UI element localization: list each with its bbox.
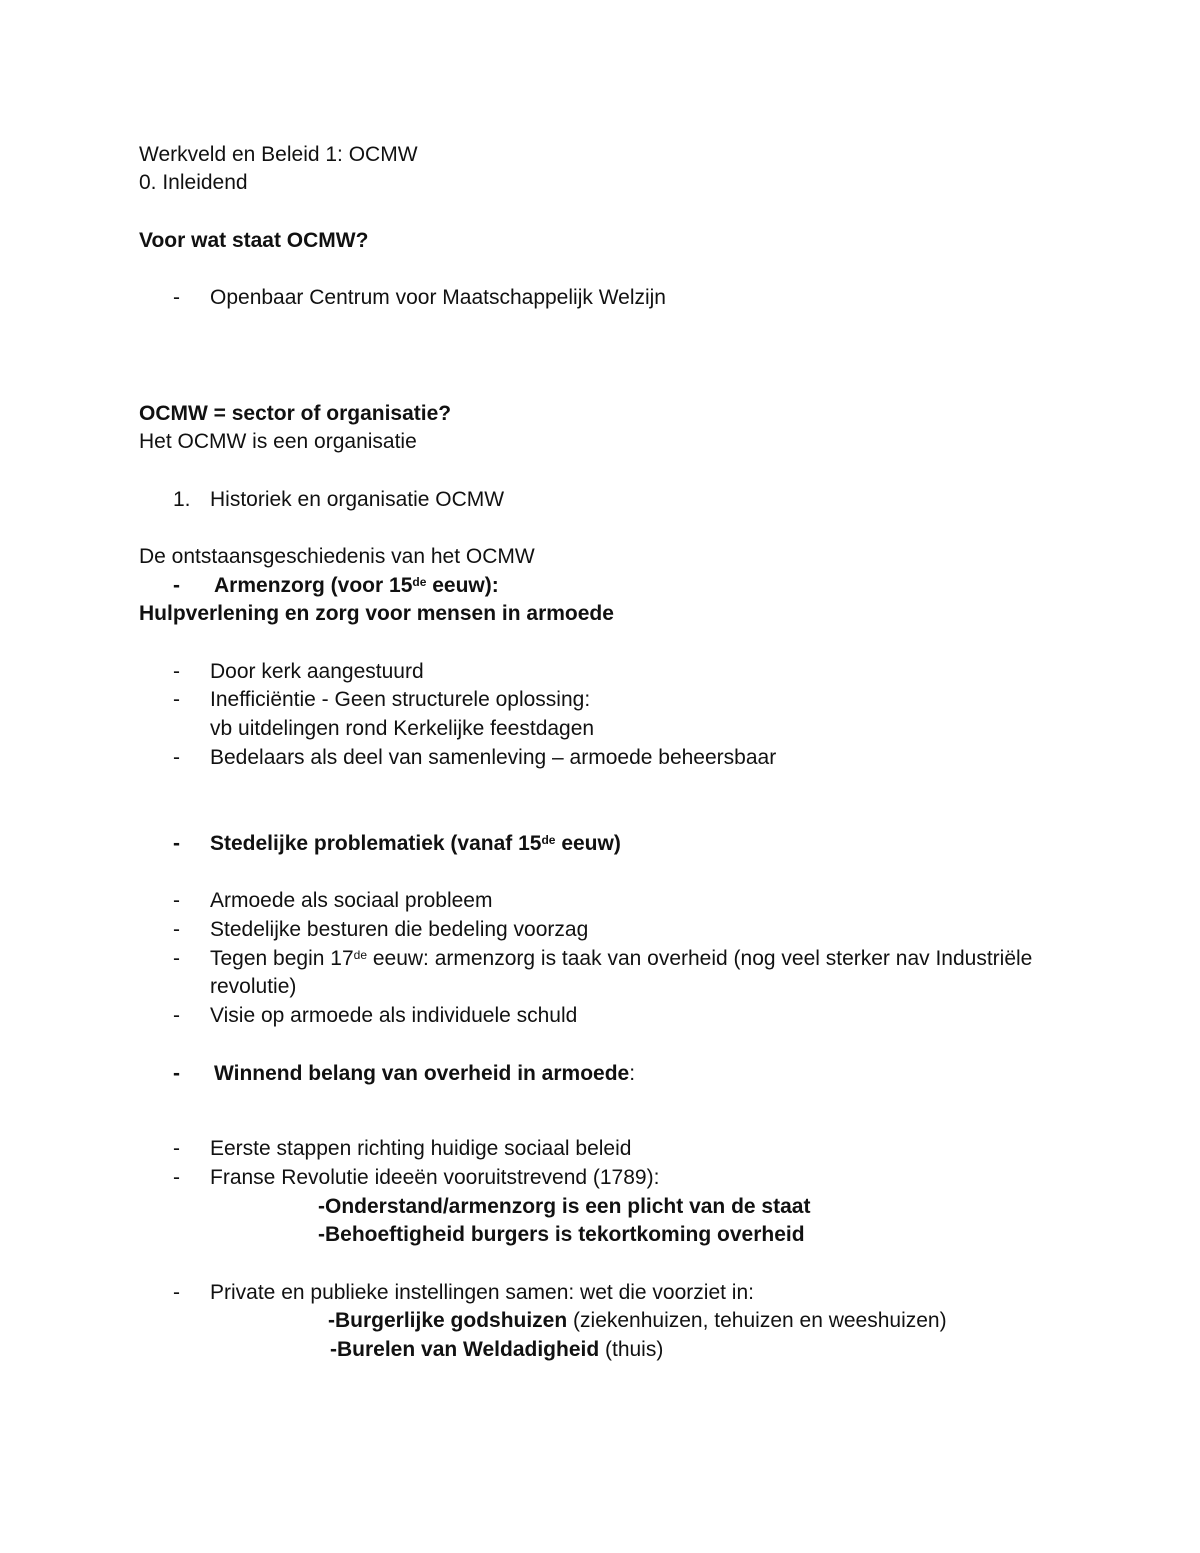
sub-item: -Onderstand/armenzorg is een plicht van de staat [318,1195,811,1218]
bullet-marker: - [173,947,180,970]
bullet-marker: - [173,660,180,683]
bullet-marker: - [173,746,180,769]
bullet-marker: - [173,1281,180,1304]
bullet-marker: - [173,1166,180,1189]
heading-number: 1. [173,488,191,511]
sub-item-bold: -Burgerlijke godshuizen [328,1309,568,1332]
heading-text-part: Stedelijke problematiek (vanaf 15 [210,832,542,855]
question-heading-2: OCMW = sector of organisatie? [139,402,452,425]
heading-text-part: eeuw): [426,574,499,597]
bullet-marker: - [173,1137,180,1160]
sub-item [328,1307,947,1335]
heading-text-part: Armenzorg (voor 15 [214,574,413,597]
list-item-text: Stedelijke besturen die bedeling voorzag [210,918,589,941]
list-item-text-part: eeuw: armenzorg is taak van overheid (nog veel sterker nav Industriële [367,947,1033,970]
heading-text-part: eeuw) [555,832,621,855]
list-item-text [210,945,1032,973]
list-item-text: Bedelaars als deel van samenleving – armoede beheersbaar [210,746,777,769]
heading-text: Historiek en organisatie OCMW [210,488,505,511]
heading-text [214,572,499,600]
bullet-marker: - [173,1062,180,1085]
list-item-text: Franse Revolutie ideeën vooruitstrevend (1789): [210,1166,660,1189]
bullet-marker: - [173,688,180,711]
bullet-marker: - [173,889,180,912]
question-answer-2: Het OCMW is een organisatie [139,430,417,453]
list-item-text: Armoede als sociaal probleem [210,889,493,912]
heading-colon: : [629,1062,636,1085]
document-title: Werkveld en Beleid 1: OCMW [139,143,418,166]
bullet-marker: - [173,1004,180,1027]
bullet-marker: - [173,286,180,309]
intro-heading: 0. Inleidend [139,171,248,194]
bullet-marker: - [173,832,180,855]
bullet-marker: - [173,574,180,597]
superscript: de [353,948,367,962]
superscript: de [412,575,427,589]
list-item-text: Inefficiëntie - Geen structurele oplossing: [210,688,591,711]
heading-text-part: Winnend belang van overheid in armoede [214,1062,630,1085]
heading-text [214,1060,635,1088]
list-item-text: Private en publieke instellingen samen: wet die voorziet in: [210,1281,754,1304]
history-intro: De ontstaansgeschiedenis van het OCMW [139,545,535,568]
superscript: de [541,833,556,847]
heading-text [210,830,621,858]
sub-item: -Behoeftigheid burgers is tekortkoming overheid [318,1223,805,1246]
list-item-continuation: vb uitdelingen rond Kerkelijke feestdagen [210,717,595,740]
sub-item [330,1336,663,1364]
list-item-text: Door kerk aangestuurd [210,660,424,683]
list-item-continuation: revolutie) [210,975,297,998]
list-item-text: Eerste stappen richting huidige sociaal beleid [210,1137,632,1160]
list-item-text: Visie op armoede als individuele schuld [210,1004,578,1027]
bullet-marker: - [173,918,180,941]
sub-item-rest: (ziekenhuizen, tehuizen en weeshuizen) [567,1309,947,1332]
list-item-text-part: Tegen begin 17 [210,947,354,970]
list-item-text: Openbaar Centrum voor Maatschappelijk Welzijn [210,286,666,309]
question-heading-1: Voor wat staat OCMW? [139,229,369,252]
sub-item-bold: -Burelen van Weldadigheid [330,1338,600,1361]
sub-item-rest: (thuis) [599,1338,664,1361]
armenzorg-subheading: Hulpverlening en zorg voor mensen in armoede [139,602,614,625]
